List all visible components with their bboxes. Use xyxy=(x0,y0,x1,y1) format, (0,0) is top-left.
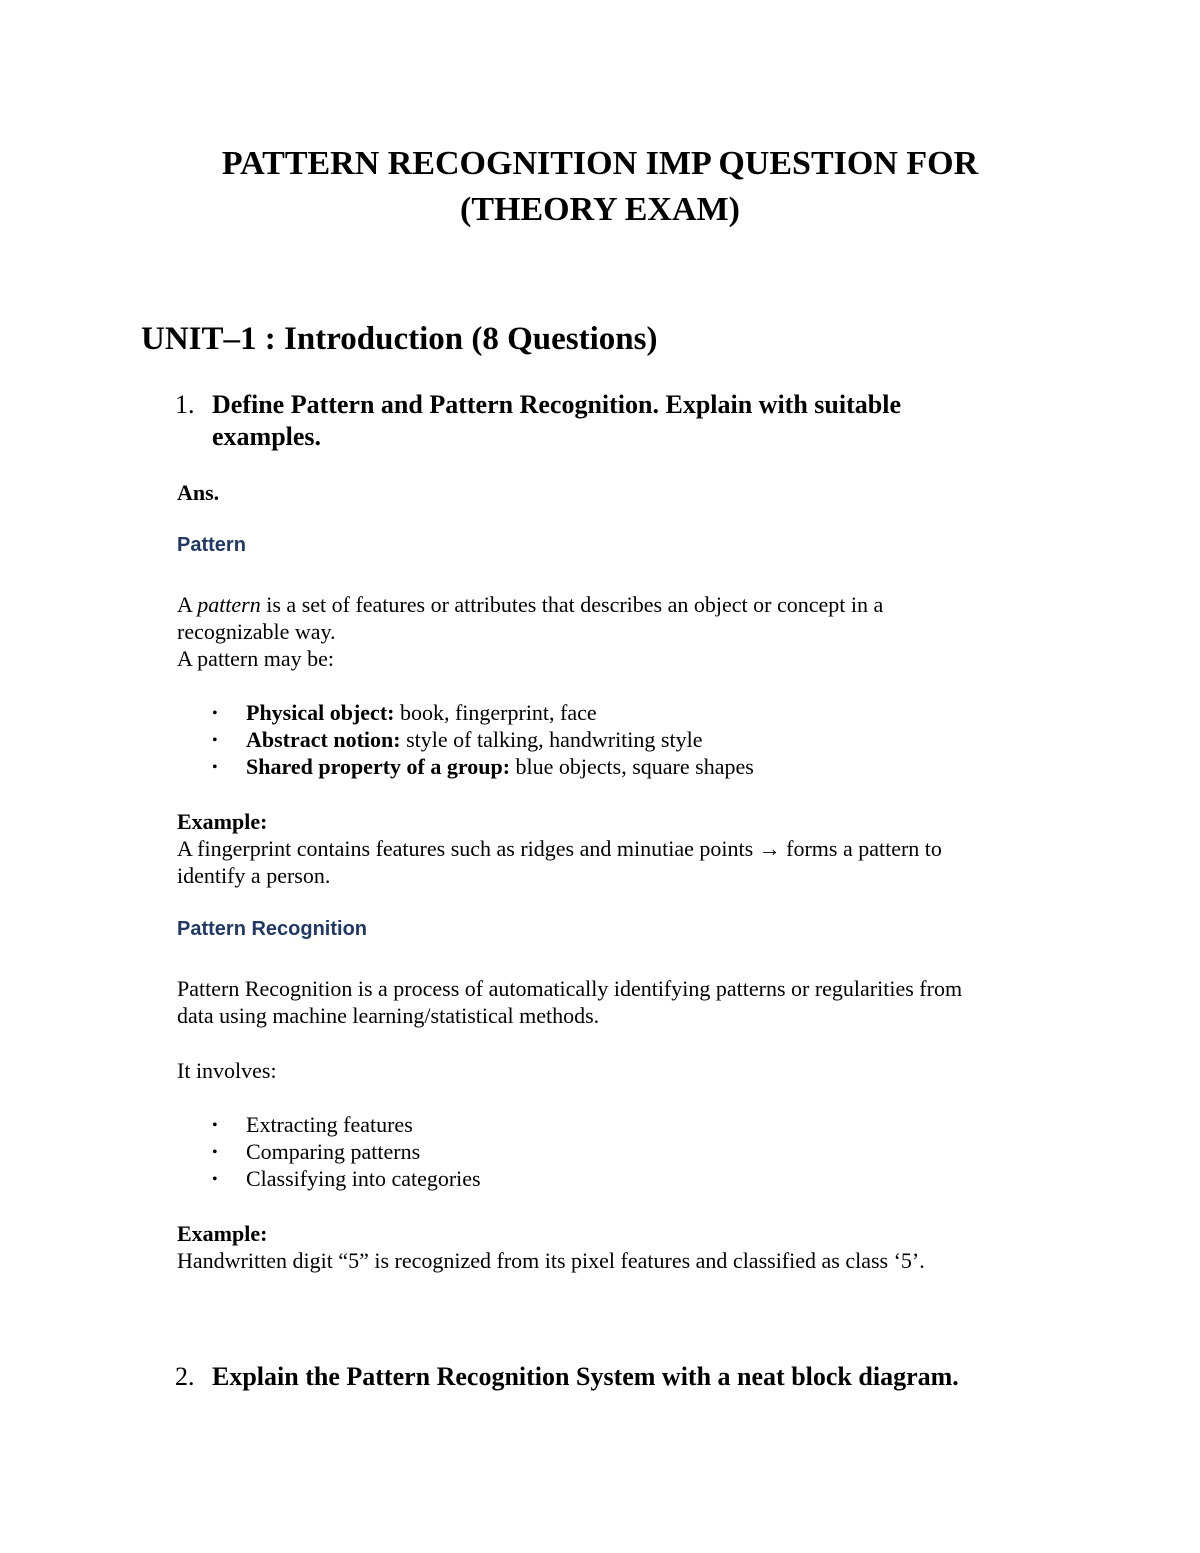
recognition-example-text: Handwritten digit “5” is recognized from its pixel features and classified as class ‘5’. xyxy=(177,1248,925,1273)
pattern-list-item xyxy=(246,699,597,726)
pattern-item-label: Shared property of a group: xyxy=(246,754,511,779)
unit-heading: UNIT–1 : Introduction (8 Questions) xyxy=(141,321,658,357)
pattern-definition-line1 xyxy=(177,591,883,618)
bullet-icon: • xyxy=(212,732,218,749)
recognition-definition-line2: data using machine learning/statistical methods. xyxy=(177,1003,600,1028)
recognition-list-item: Comparing patterns xyxy=(246,1139,421,1164)
pattern-definition-line2: recognizable way. xyxy=(177,619,336,644)
pattern-item-text: blue objects, square shapes xyxy=(510,754,754,779)
recognition-example-label: Example: xyxy=(177,1221,268,1246)
answer-label: Ans. xyxy=(177,480,220,505)
recognition-list-item: Classifying into categories xyxy=(246,1166,481,1191)
pattern-list-item xyxy=(246,726,702,753)
pattern-example-line2: identify a person. xyxy=(177,863,331,888)
pattern-may-be: A pattern may be: xyxy=(177,646,335,671)
pattern-definition-term: pattern xyxy=(197,592,261,617)
pattern-item-label: Abstract notion: xyxy=(246,727,401,752)
pattern-item-label: Physical object: xyxy=(246,700,395,725)
pattern-example-line1: A fingerprint contains features such as ridges and minutiae points → forms a pattern to xyxy=(177,836,942,861)
bullet-icon: • xyxy=(212,759,218,776)
question-1-text-line2: examples. xyxy=(212,422,322,451)
recognition-list-item: Extracting features xyxy=(246,1112,413,1137)
question-2-text: Explain the Pattern Recognition System with a neat block diagram. xyxy=(212,1362,959,1391)
pattern-recognition-heading: Pattern Recognition xyxy=(177,918,368,940)
pattern-definition-prefix: A xyxy=(177,592,198,617)
pattern-item-text: book, fingerprint, face xyxy=(394,700,597,725)
pattern-list-item xyxy=(246,753,754,780)
bullet-icon: • xyxy=(212,705,218,722)
pattern-definition-rest: is a set of features or attributes that describes an object or concept in a xyxy=(260,592,884,617)
question-1-number: 1. xyxy=(175,390,195,419)
recognition-definition-line1: Pattern Recognition is a process of automatically identifying patterns or regularities from xyxy=(177,976,963,1001)
pattern-example-label: Example: xyxy=(177,809,268,834)
pattern-heading: Pattern xyxy=(177,534,246,556)
recognition-involves: It involves: xyxy=(177,1058,277,1083)
question-1-text-line1: Define Pattern and Pattern Recognition. Explain with suitable xyxy=(212,390,901,419)
bullet-icon: • xyxy=(212,1144,218,1161)
document-title-line2: (THEORY EXAM) xyxy=(460,191,740,228)
bullet-icon: • xyxy=(212,1117,218,1134)
pattern-item-text: style of talking, handwriting style xyxy=(400,727,703,752)
question-2-number: 2. xyxy=(175,1362,195,1391)
bullet-icon: • xyxy=(212,1171,218,1188)
document-title-line1: PATTERN RECOGNITION IMP QUESTION FOR xyxy=(221,145,979,182)
